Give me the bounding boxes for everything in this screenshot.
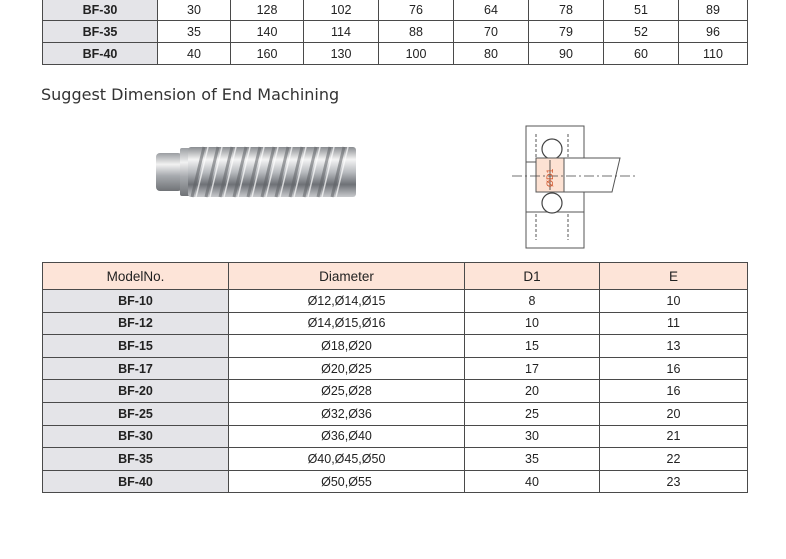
model-cell: BF-35 [43, 21, 158, 43]
table-row [43, 357, 748, 380]
d1-label: ØD1 [545, 168, 555, 187]
model-cell: BF-35 [43, 448, 229, 471]
e-cell: 20 [600, 402, 748, 425]
column-header-model: ModelNo. [43, 263, 229, 290]
diameter-cell: Ø32,Ø36 [229, 402, 465, 425]
model-cell: BF-10 [43, 290, 229, 313]
table-cell: 130 [304, 43, 379, 65]
table-cell: 79 [529, 21, 604, 43]
table-cell: 96 [679, 21, 748, 43]
diameter-cell: Ø18,Ø20 [229, 335, 465, 358]
table-row [43, 21, 748, 43]
table-row [43, 312, 748, 335]
table-row [43, 43, 748, 65]
diameter-cell: Ø40,Ø45,Ø50 [229, 448, 465, 471]
model-cell: BF-17 [43, 357, 229, 380]
table-row [43, 0, 748, 21]
table-cell: 102 [304, 0, 379, 21]
table-cell: 110 [679, 43, 748, 65]
table-cell: 40 [158, 43, 231, 65]
table-cell: 64 [454, 0, 529, 21]
model-cell: BF-15 [43, 335, 229, 358]
table-row [43, 335, 748, 358]
model-cell: BF-40 [43, 43, 158, 65]
table-cell: 114 [304, 21, 379, 43]
end-machining-drawing [508, 122, 648, 250]
diameter-cell: Ø25,Ø28 [229, 380, 465, 403]
model-cell: BF-40 [43, 470, 229, 493]
table-header-row [43, 263, 748, 290]
table-row [43, 448, 748, 471]
table-row [43, 402, 748, 425]
d1-cell: 20 [465, 380, 600, 403]
e-cell: 21 [600, 425, 748, 448]
table-cell: 70 [454, 21, 529, 43]
e-cell: 13 [600, 335, 748, 358]
table-cell: 90 [529, 43, 604, 65]
table-cell: 160 [231, 43, 304, 65]
diameter-cell: Ø50,Ø55 [229, 470, 465, 493]
diameter-cell: Ø14,Ø15,Ø16 [229, 312, 465, 335]
dimension-table-top [42, 0, 748, 65]
d1-cell: 25 [465, 402, 600, 425]
e-cell: 16 [600, 380, 748, 403]
table-cell: 52 [604, 21, 679, 43]
d1-cell: 35 [465, 448, 600, 471]
d1-cell: 30 [465, 425, 600, 448]
table-row [43, 470, 748, 493]
d1-cell: 15 [465, 335, 600, 358]
diameter-cell: Ø12,Ø14,Ø15 [229, 290, 465, 313]
bearing-ball-icon [542, 139, 562, 159]
table-cell: 51 [604, 0, 679, 21]
table-cell: 78 [529, 0, 604, 21]
model-cell: BF-30 [43, 0, 158, 21]
e-cell: 16 [600, 357, 748, 380]
e-cell: 10 [600, 290, 748, 313]
d1-cell: 40 [465, 470, 600, 493]
table-row [43, 290, 748, 313]
e-cell: 22 [600, 448, 748, 471]
e-cell: 11 [600, 312, 748, 335]
section-heading: Suggest Dimension of End Machining [41, 85, 340, 104]
table-row [43, 380, 748, 403]
table-cell: 60 [604, 43, 679, 65]
table-cell: 35 [158, 21, 231, 43]
model-cell: BF-25 [43, 402, 229, 425]
end-machining-table [42, 262, 748, 493]
model-cell: BF-12 [43, 312, 229, 335]
d1-cell: 17 [465, 357, 600, 380]
table-cell: 30 [158, 0, 231, 21]
bearing-ball-icon [542, 193, 562, 213]
model-cell: BF-30 [43, 425, 229, 448]
table-cell: 80 [454, 43, 529, 65]
diameter-cell: Ø20,Ø25 [229, 357, 465, 380]
table-cell: 76 [379, 0, 454, 21]
table-cell: 100 [379, 43, 454, 65]
diameter-cell: Ø36,Ø40 [229, 425, 465, 448]
column-header-e: E [600, 263, 748, 290]
d1-cell: 8 [465, 290, 600, 313]
d1-cell: 10 [465, 312, 600, 335]
column-header-d1: D1 [465, 263, 600, 290]
column-header-diameter: Diameter [229, 263, 465, 290]
screw-illustration [152, 140, 362, 212]
e-cell: 23 [600, 470, 748, 493]
table-cell: 128 [231, 0, 304, 21]
table-cell: 89 [679, 0, 748, 21]
table-row [43, 425, 748, 448]
model-cell: BF-20 [43, 380, 229, 403]
table-cell: 140 [231, 21, 304, 43]
table-cell: 88 [379, 21, 454, 43]
